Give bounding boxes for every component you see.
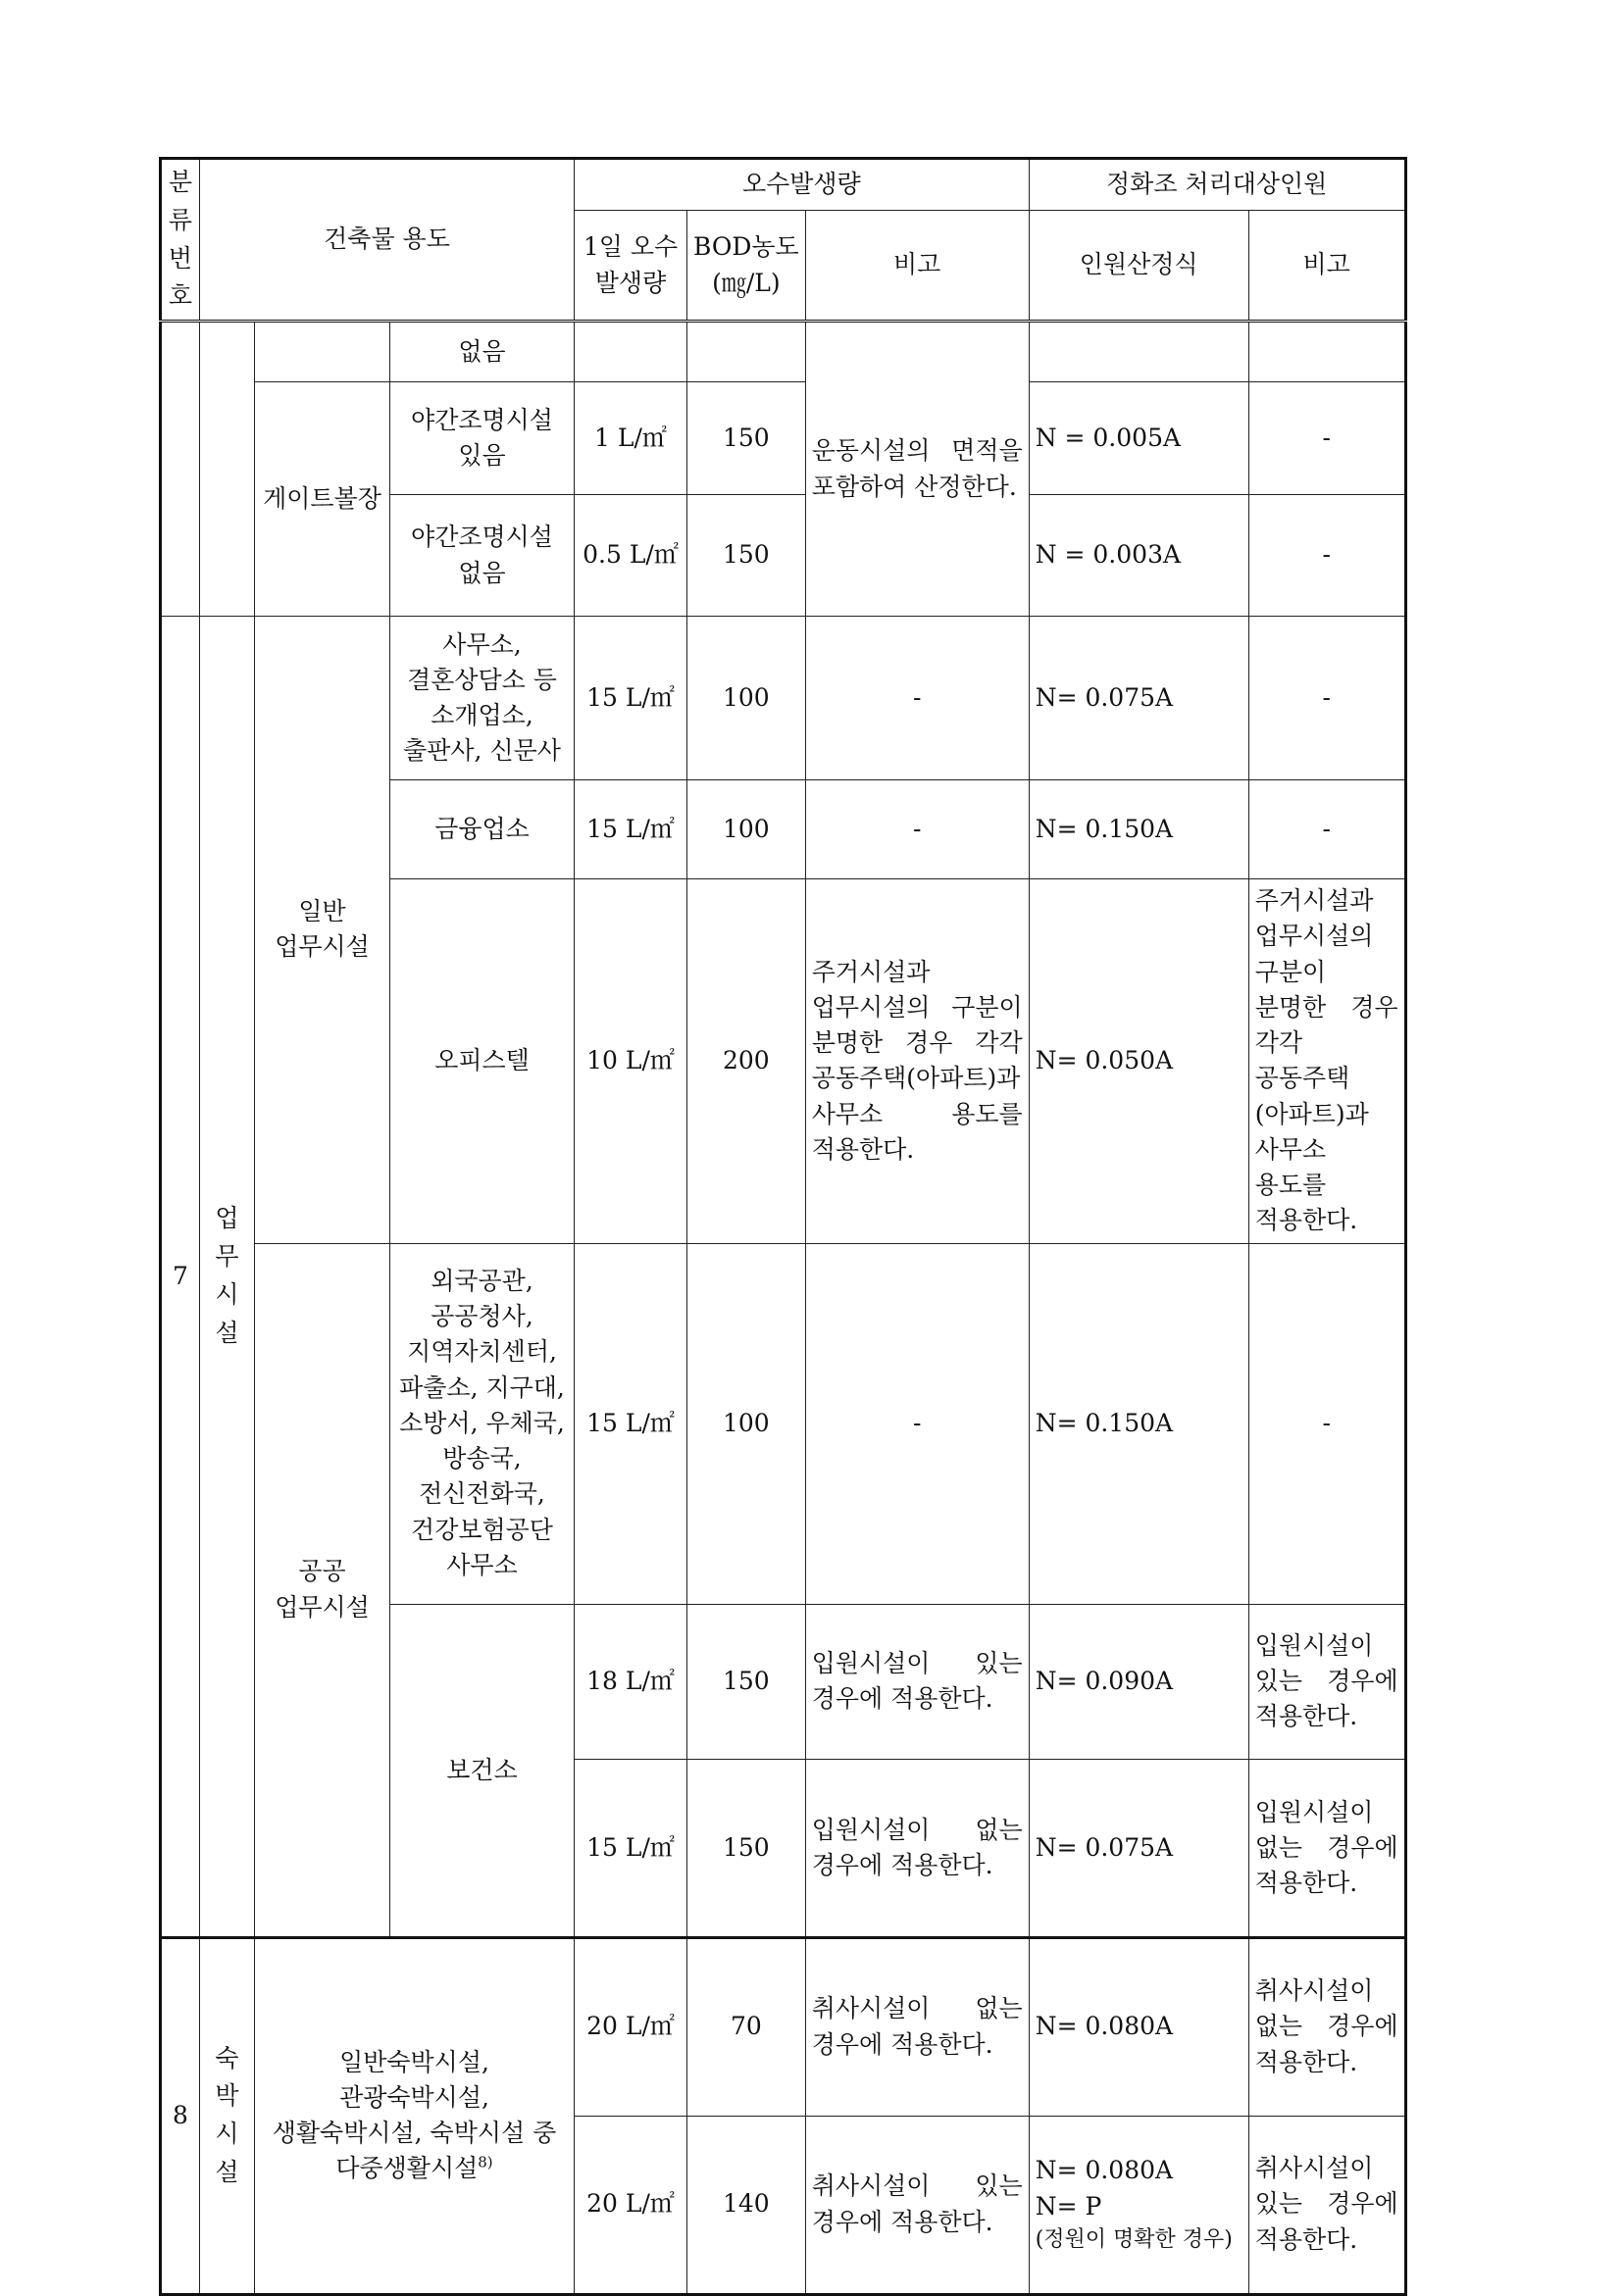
general-daily: 15 L/㎡ <box>575 617 687 780</box>
general-sub: 금융업소 <box>390 780 575 879</box>
health-daily: 15 L/㎡ <box>575 1759 687 1937</box>
general-note: 주거시설과 업무시설의 구분이 분명한 경우 각각 공동주택(아파트)과 사무소 용도를 적용한다. <box>805 879 1029 1244</box>
lodging-daily: 20 L/㎡ <box>575 1937 687 2116</box>
general-bod: 100 <box>687 617 806 780</box>
general-note: - <box>805 617 1029 780</box>
lodging-remark: 취사시설이 없는 경우에 적용한다. <box>1248 1937 1405 2116</box>
general-sub: 사무소, 결혼상담소 등 소개업소, 출판사, 신문사 <box>390 617 575 780</box>
golf-formula: N = 0.005A <box>1029 382 1248 495</box>
header-formula: 인원산정식 <box>1029 211 1248 322</box>
lodging-name: 일반숙박시설, 관광숙박시설, 생활숙박시설, 숙박시설 중 다중생활시설$^{8)}$ <box>255 1937 575 2294</box>
health-remark: 입원시설이 없는 경우에 적용한다. <box>1248 1759 1405 1937</box>
general-remark: 주거시설과 업무시설의 구분이 분명한 경우 각각 공동주택(아파트)과 사무소 용도를 적용한다. <box>1248 879 1405 1244</box>
public-office-name: 공공 업무시설 <box>255 1243 390 1937</box>
public-note: - <box>805 1243 1029 1604</box>
general-bod: 100 <box>687 780 806 879</box>
general-remark: - <box>1248 780 1405 879</box>
group8-number: 8 <box>161 1937 200 2294</box>
lodging-formula-a: N= 0.080A <box>1035 2156 1174 2185</box>
health-bod: 150 <box>687 1759 806 1937</box>
golf-remark: - <box>1248 382 1405 495</box>
lodging-bod: 140 <box>687 2116 806 2294</box>
golf-bod: 150 <box>687 382 806 495</box>
health-note: 입원시설이 있는 경우에 적용한다. <box>805 1604 1029 1759</box>
health-remark: 입원시설이 있는 경우에 적용한다. <box>1248 1604 1405 1759</box>
lodging-note: 취사시설이 없는 경우에 적용한다. <box>805 1937 1029 2116</box>
health-center-name: 보건소 <box>390 1604 575 1937</box>
general-sub: 오피스텔 <box>390 879 575 1244</box>
empty-cell <box>1248 322 1405 382</box>
lodging-formula-note: (정원이 명확한 경우) <box>1035 2226 1233 2252</box>
header-septic-group: 정화조 처리대상인원 <box>1029 159 1405 211</box>
lodging-formula-b: N= P <box>1035 2191 1102 2221</box>
header-daily-sewage: 1일 오수 발생량 <box>575 211 687 322</box>
public-remark: - <box>1248 1243 1405 1604</box>
public-daily: 15 L/㎡ <box>575 1243 687 1604</box>
golf-formula: N = 0.003A <box>1029 495 1248 617</box>
golf-sub: 야간조명시설 있음 <box>390 382 575 495</box>
group8-category: 숙 박 시 설 <box>200 1937 255 2294</box>
lodging-remark: 취사시설이 있는 경우에 적용한다. <box>1248 2116 1405 2294</box>
group6-number-cell <box>161 322 200 617</box>
health-formula: N= 0.090A <box>1029 1604 1248 1759</box>
general-formula: N= 0.075A <box>1029 617 1248 780</box>
golf-note: 운동시설의 면적을 포함하여 산정한다. <box>805 322 1029 617</box>
header-remark: 비고 <box>805 211 1029 322</box>
header-remark2: 비고 <box>1248 211 1405 322</box>
public-sub: 외국공관, 공공청사, 지역자치센터, 파출소, 지구대, 소방서, 우체국, 방송국, 전신전화국, 건강보험공단 사무소 <box>390 1243 575 1604</box>
golf-sub: 야간조명시설 없음 <box>390 495 575 617</box>
general-daily: 15 L/㎡ <box>575 780 687 879</box>
general-remark: - <box>1248 617 1405 780</box>
empty-cell <box>687 322 806 382</box>
sewage-table <box>159 157 1407 2296</box>
public-formula: N= 0.150A <box>1029 1243 1248 1604</box>
general-bod: 200 <box>687 879 806 1244</box>
empty-cell <box>1029 322 1248 382</box>
lodging-daily: 20 L/㎡ <box>575 2116 687 2294</box>
header-building-use: 건축물 용도 <box>200 159 575 322</box>
golf-daily: 1 L/㎡ <box>575 382 687 495</box>
group7-category: 업 무 시 설 <box>200 617 255 1938</box>
footnote-marker: 8) <box>478 2153 493 2171</box>
general-formula: N= 0.150A <box>1029 780 1248 879</box>
golf-name: 게이트볼장 <box>255 382 390 617</box>
header-bod: BOD농도 (㎎/L) <box>687 211 806 322</box>
lodging-formula <box>1029 2116 1248 2294</box>
general-office-name: 일반 업무시설 <box>255 617 390 1244</box>
general-daily: 10 L/㎡ <box>575 879 687 1244</box>
health-bod: 150 <box>687 1604 806 1759</box>
general-formula: N= 0.050A <box>1029 879 1248 1244</box>
health-daily: 18 L/㎡ <box>575 1604 687 1759</box>
health-formula: N= 0.075A <box>1029 1759 1248 1937</box>
empty-cell <box>575 322 687 382</box>
golf-bod: 150 <box>687 495 806 617</box>
golf-daily: 0.5 L/㎡ <box>575 495 687 617</box>
group6-category-cell <box>200 322 255 617</box>
lodging-formula: N= 0.080A <box>1029 1937 1248 2116</box>
golf-remark: - <box>1248 495 1405 617</box>
public-bod: 100 <box>687 1243 806 1604</box>
lodging-note: 취사시설이 있는 경우에 적용한다. <box>805 2116 1029 2294</box>
group7-number: 7 <box>161 617 200 1938</box>
health-note: 입원시설이 없는 경우에 적용한다. <box>805 1759 1029 1937</box>
lodging-bod: 70 <box>687 1937 806 2116</box>
header-category-no: 분 류 번 호 <box>161 159 200 322</box>
header-sewage-group: 오수발생량 <box>575 159 1030 211</box>
empty-cell <box>255 322 390 382</box>
golf-empty: 없음 <box>390 322 575 382</box>
general-note: - <box>805 780 1029 879</box>
